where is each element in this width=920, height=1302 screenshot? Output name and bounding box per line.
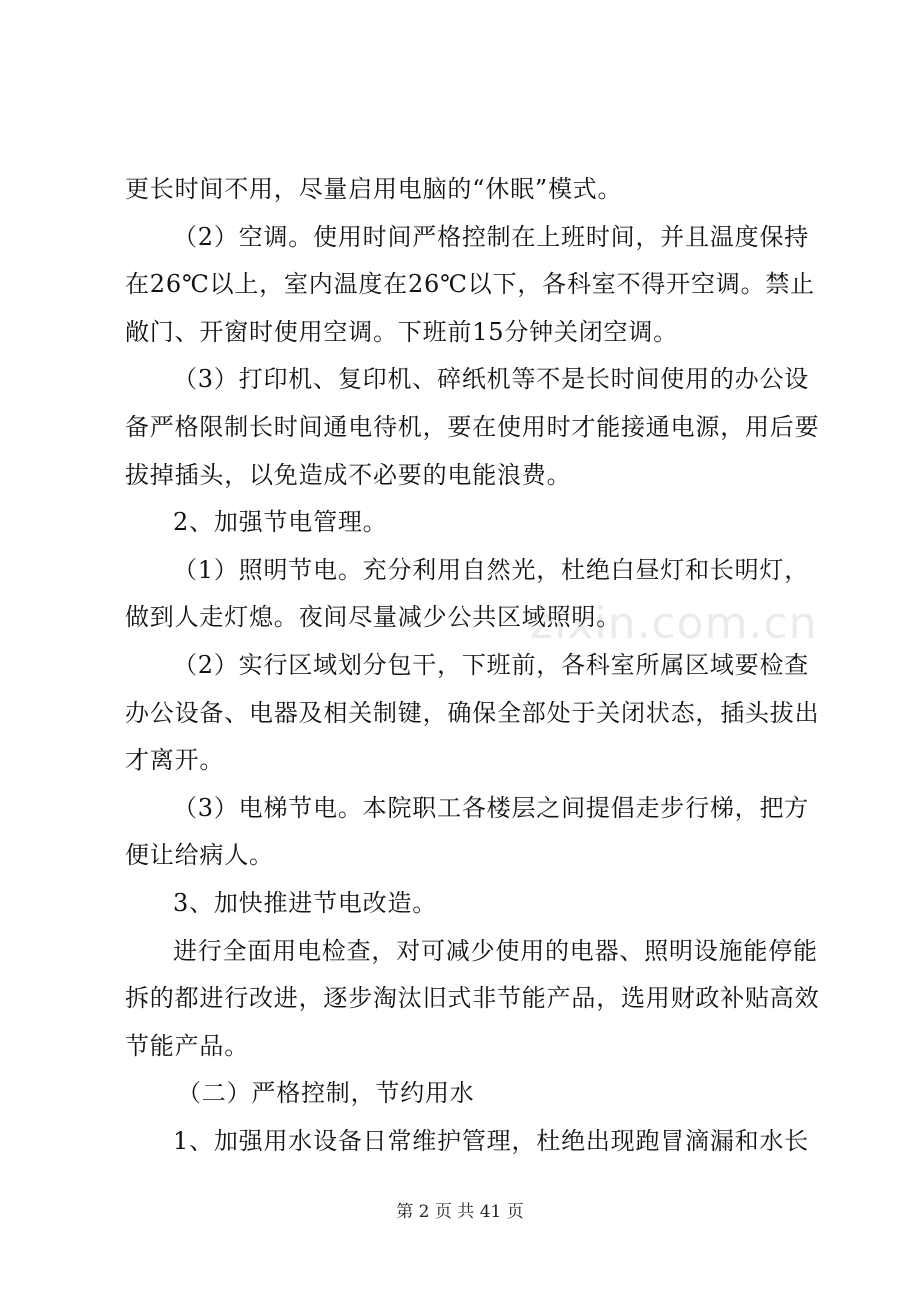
text-line: 拔掉插头，以免造成不必要的电能浪费。: [125, 460, 572, 489]
text-line: （1）照明节电。充分利用自然光，杜绝白昼灯和长明灯，: [173, 555, 810, 584]
text-line: 拆的都进行改进，逐步淘汰旧式非节能产品，选用财政补贴高效: [125, 984, 820, 1013]
text-line: 更长时间不用，尽量启用电脑的“休眠”模式。: [125, 175, 623, 203]
section-heading: 3、加快推进节电改造。: [173, 888, 438, 917]
text-line: 进行全面用电检查，对可减少使用的电器、照明设施能停能: [173, 936, 818, 965]
document-body: [125, 166, 820, 1165]
watermark: zixin.com.cn: [530, 598, 818, 649]
text-line: 在26℃以上，室内温度在26℃以下，各科室不得开空调。禁止: [125, 270, 815, 299]
text-line: 办公设备、电器及相关制键，确保全部处于关闭状态，插头拔出: [125, 698, 820, 727]
text-line: （3）打印机、复印机、碎纸机等不是长时间使用的办公设: [173, 365, 810, 394]
text-line: 备严格限制长时间通电待机，要在使用时才能接通电源，用后要: [125, 412, 820, 441]
text-line: 便让给病人。: [125, 841, 274, 870]
text-line: （2）实行区域划分包干，下班前，各科室所属区域要检查: [173, 650, 810, 679]
text-line: 敞门、开窗时使用空调。下班前15分钟关闭空调。: [125, 317, 678, 346]
page-number-footer: 第 2 页 共 41 页: [396, 1202, 524, 1222]
text-line: （2）空调。使用时间严格控制在上班时间，并且温度保持: [173, 222, 810, 251]
text-line: 1、加强用水设备日常维护管理，杜绝出现跑冒滴漏和水长: [173, 1126, 810, 1155]
text-line: 做到人走灯熄。夜间尽量减少公共区域照明。: [125, 603, 621, 632]
text-line: 节能产品。: [125, 1031, 249, 1060]
text-line: （3）电梯节电。本院职工各楼层之间提倡走步行梯，把方: [173, 793, 810, 822]
section-heading: （二）严格控制，节约用水: [177, 1079, 475, 1108]
text-line: 才离开。: [125, 746, 225, 775]
section-heading: 2、加强节电管理。: [173, 508, 388, 537]
